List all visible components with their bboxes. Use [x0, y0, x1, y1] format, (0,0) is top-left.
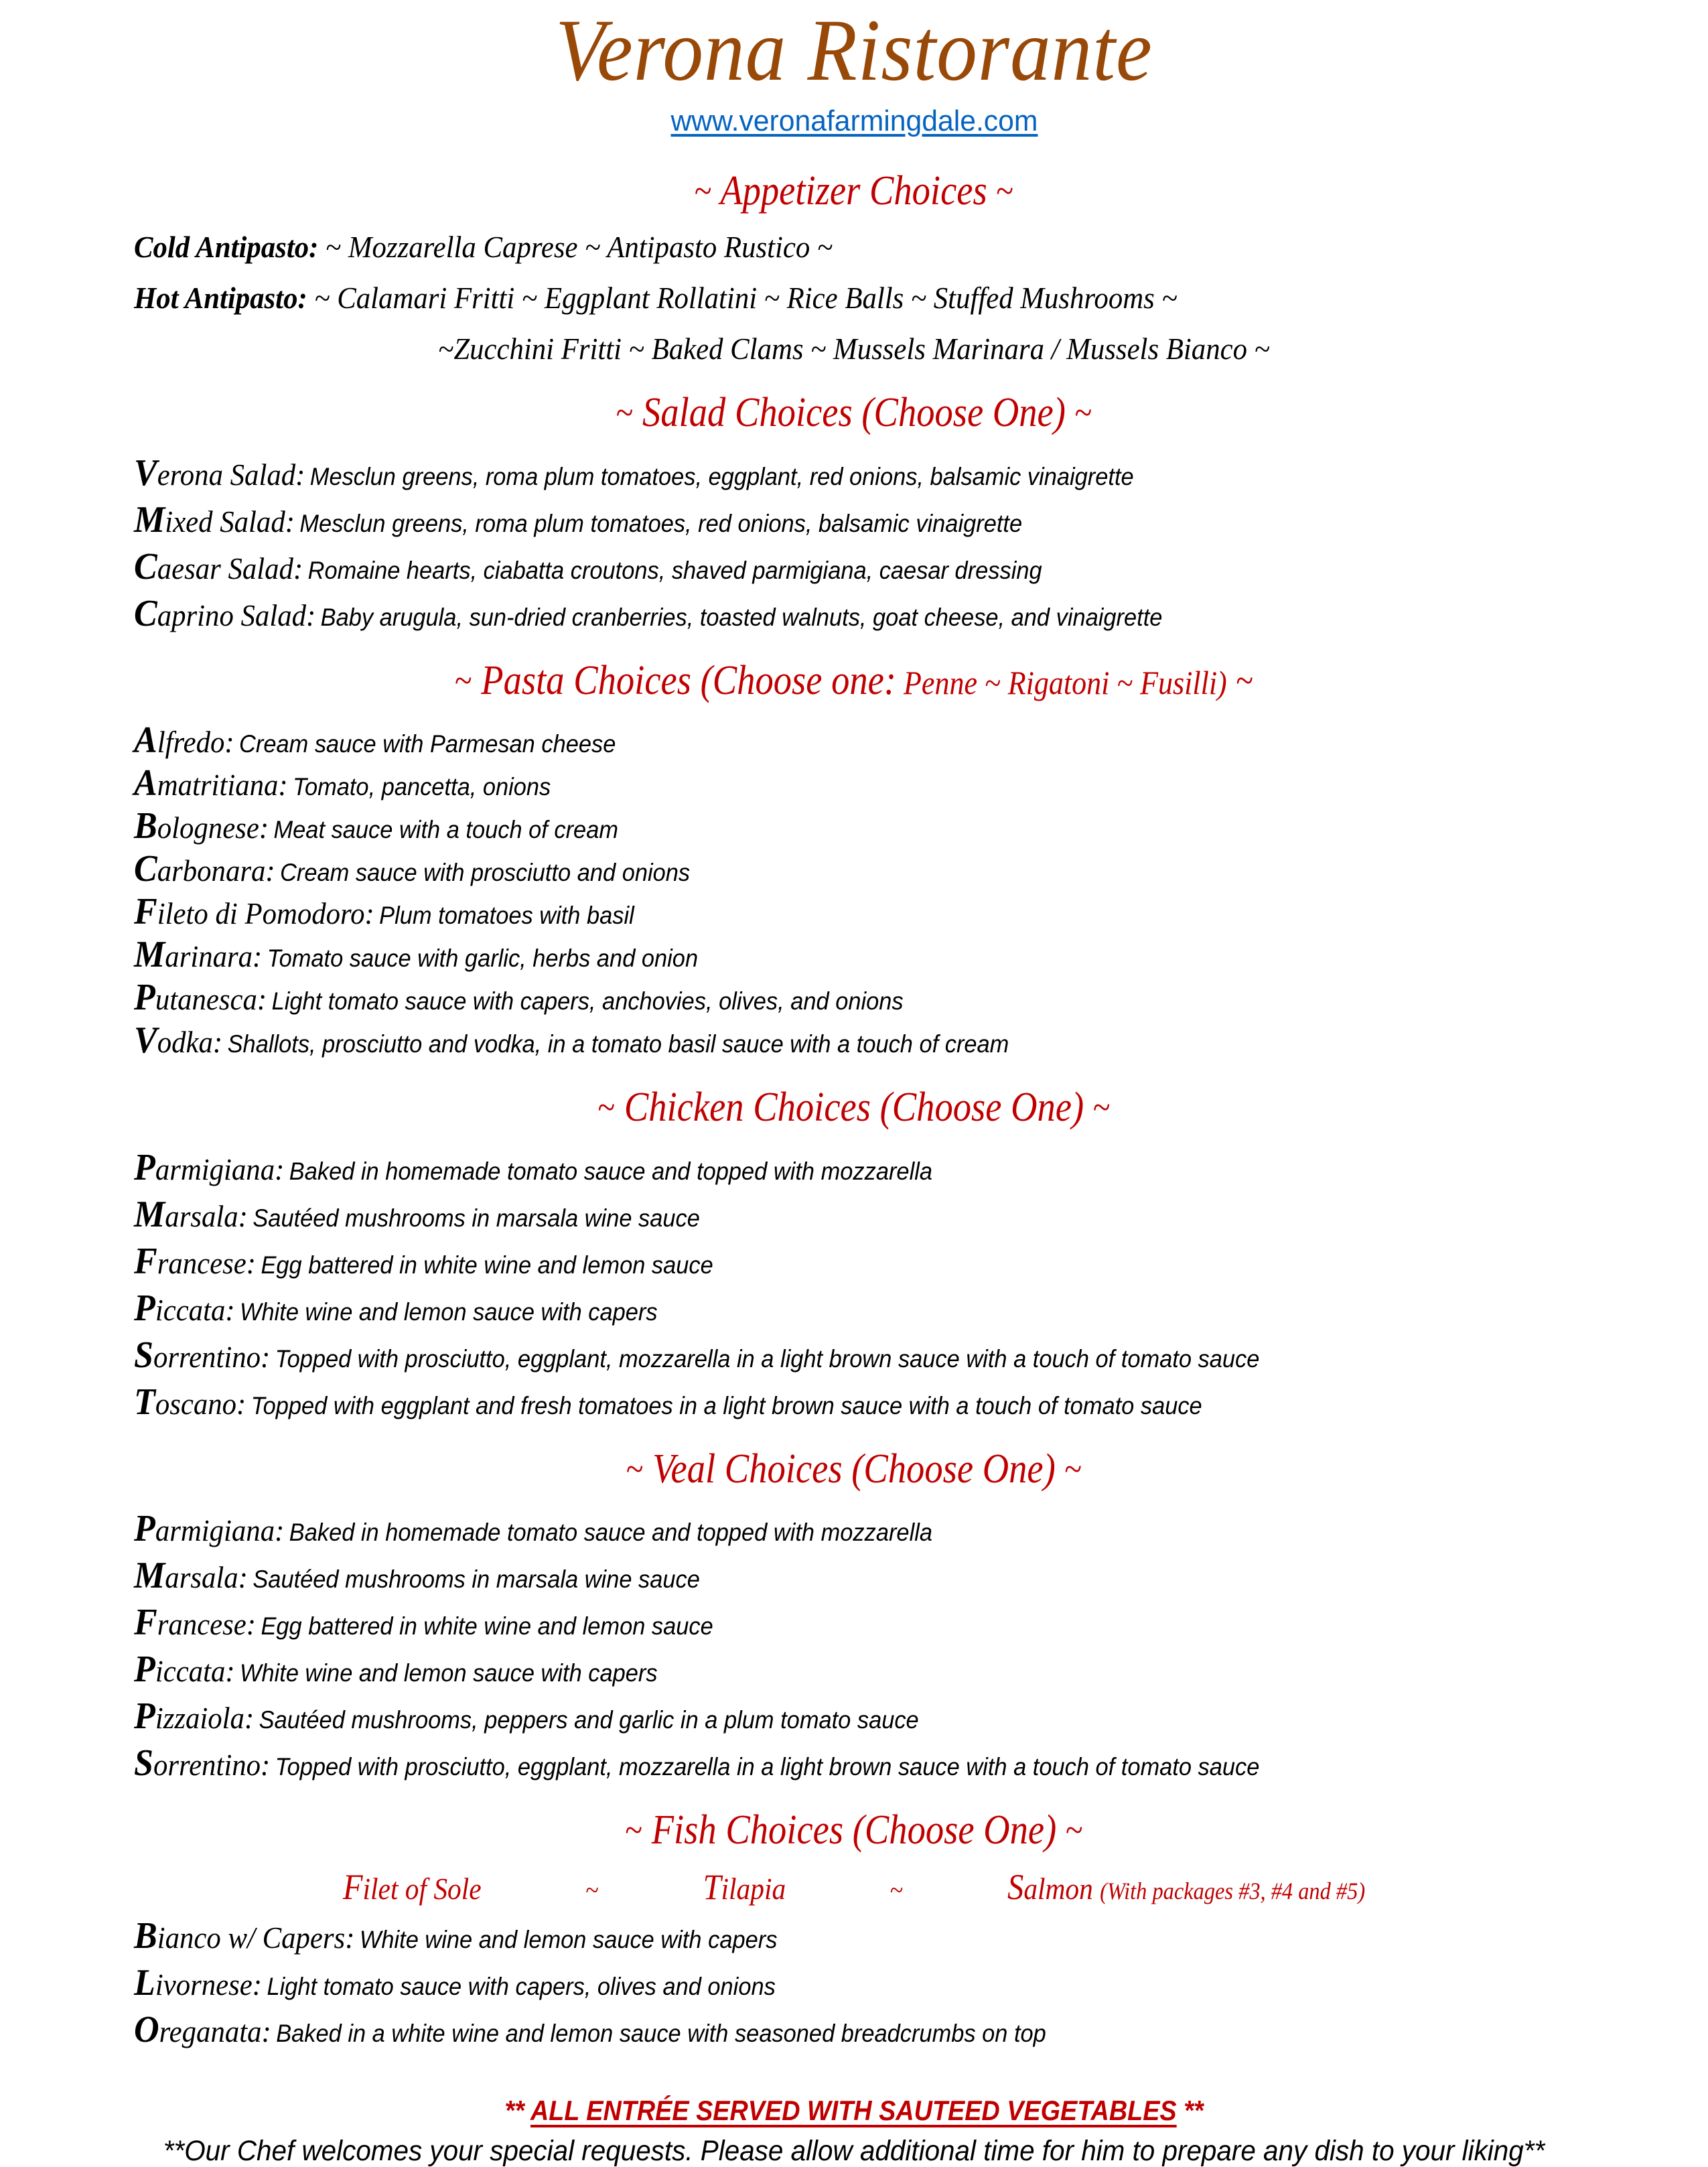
dish-initial: P [134, 1508, 155, 1550]
cold-antipasto-items: ~ Mozzarella Caprese ~ Antipasto Rustico ~ [318, 230, 833, 265]
section-header-pasta [102, 658, 1606, 704]
fish-type-sole [342, 1866, 482, 1907]
dish-initial: V [134, 451, 157, 494]
section-title-salad: Salad Choices (Choose One) [642, 390, 1066, 436]
dish-name [134, 848, 275, 890]
section-header-veal [102, 1446, 1606, 1492]
dish-name [134, 1334, 271, 1376]
fish-salmon-initial: S [1007, 1866, 1024, 1907]
dish-name [134, 592, 316, 634]
dish-name [134, 1695, 255, 1738]
list-item [134, 1742, 1523, 1785]
dish-description: White wine and lemon sauce with capers [240, 1659, 658, 1687]
hot-antipasto-items: ~ Calamari Fritti ~ Eggplant Rollatini ~ Rice Balls ~ Stuffed Mushrooms ~ [307, 281, 1178, 316]
dish-name [134, 1555, 248, 1597]
dish-initial: T [134, 1381, 155, 1423]
dish-name [134, 1508, 285, 1550]
section-title-chicken: Chicken Choices (Choose One) [624, 1085, 1084, 1131]
dish-name-rest: armigiana: [155, 1513, 285, 1548]
list-item [134, 977, 1523, 1019]
antipasto-row-cold [134, 232, 1523, 263]
dish-initial: F [134, 1240, 157, 1282]
dish-description: Tomato sauce with garlic, herbs and onion [267, 945, 699, 973]
hot-antipasto-label: Hot Antipasto: [134, 281, 307, 316]
list-item [134, 2008, 1523, 2050]
list-item [134, 1695, 1523, 1738]
dish-description: Topped with prosciutto, eggplant, mozzarella in a light brown sauce with a touch of tomato sauce [275, 1753, 1260, 1781]
dish-name [134, 1961, 262, 2004]
list-item [134, 1240, 1523, 1282]
dish-name [134, 891, 374, 933]
list-item [134, 1602, 1523, 1644]
footer-vegetables-note [86, 2095, 1623, 2126]
dish-description: Topped with eggplant and fresh tomatoes in a light brown sauce with a touch of tomato sauce [251, 1391, 1202, 1419]
list-item [134, 498, 1523, 541]
dish-name [134, 1649, 235, 1691]
fish-salmon-note: (With packages #3, #4 and #5) [1100, 1877, 1366, 1904]
dish-description: Sautéed mushrooms, peppers and garlic in a plum tomato sauce [259, 1706, 919, 1734]
dish-initial: F [134, 1602, 157, 1644]
tilde-right-chicken: ~ [1092, 1087, 1111, 1128]
dish-initial: A [134, 719, 157, 762]
dish-name-rest: erona Salad: [157, 457, 305, 492]
dish-name-rest: ixed Salad: [165, 504, 295, 539]
list-item [134, 1914, 1523, 1957]
dish-name-rest: matritiana: [157, 768, 288, 802]
dish-name [134, 498, 295, 541]
dish-name-rest: ivornese: [155, 1967, 262, 2002]
dish-description: Shallots, prosciutto and vodka, in a tomato basil sauce with a touch of cream [227, 1030, 1009, 1058]
dish-description: Baked in a white wine and lemon sauce with seasoned breadcrumbs on top [276, 2019, 1046, 2047]
dish-name [134, 545, 303, 587]
tilde-right-fish: ~ [1065, 1810, 1083, 1851]
dish-description: Meat sauce with a touch of cream [273, 816, 619, 844]
dish-description: Baby arugula, sun-dried cranberries, toasted walnuts, goat cheese, and vinaigrette [320, 603, 1163, 631]
section-header-salad [102, 390, 1606, 436]
tilde-left-appetizer: ~ [694, 170, 712, 211]
dish-description: Tomato, pancetta, onions [293, 773, 551, 801]
dish-initial: M [134, 1555, 165, 1597]
dish-name-rest: armigiana: [155, 1151, 285, 1186]
fish-separator-2: ~ [889, 1874, 904, 1905]
dish-name [134, 977, 267, 1019]
fish-types-row [86, 1866, 1623, 1907]
antipasto-row-hot [134, 281, 1523, 316]
dish-initial: P [134, 1287, 155, 1329]
dish-name [134, 934, 263, 976]
dish-name-rest: ianco w/ Capers: [157, 1920, 355, 1955]
dish-description: Light tomato sauce with capers, anchovies, olives, and onions [271, 987, 904, 1016]
section-title-pasta: Pasta Choices (Choose one: [481, 657, 897, 703]
dish-description: Sautéed mushrooms in marsala wine sauce [253, 1565, 700, 1594]
tilde-left-fish: ~ [625, 1810, 643, 1851]
dish-name [134, 719, 234, 762]
dish-name-rest: arbonara: [157, 853, 275, 888]
dish-initial: P [134, 1146, 155, 1188]
dish-name-rest: odka: [157, 1025, 223, 1060]
dish-name-rest: rancese: [157, 1607, 257, 1642]
fish-sole-rest: ilet of Sole [362, 1871, 482, 1906]
list-item [134, 1193, 1523, 1235]
footer-asterisk-suffix: ** [1176, 2094, 1204, 2126]
dish-name-rest: arsala: [165, 1198, 248, 1233]
dish-name [134, 1193, 248, 1235]
chicken-body [0, 1146, 1708, 1423]
dish-name-rest: arinara: [165, 939, 263, 974]
dish-name-rest: utanesca: [155, 982, 267, 1017]
dish-name [134, 1602, 257, 1644]
dish-initial: C [134, 848, 157, 890]
dish-initial: L [134, 1961, 155, 2004]
section-header-fish [102, 1807, 1606, 1854]
dish-initial: M [134, 498, 165, 541]
dish-name-rest: olognese: [157, 811, 269, 845]
dish-description: Plum tomatoes with basil [379, 902, 634, 930]
list-item [134, 1961, 1523, 2004]
dish-name [134, 1381, 246, 1423]
list-item [134, 592, 1523, 634]
dish-name-rest: iccata: [155, 1654, 235, 1689]
dish-initial: V [134, 1020, 157, 1062]
list-item [134, 1508, 1523, 1550]
dish-description: Baked in homemade tomato sauce and topped with mozzarella [289, 1519, 932, 1547]
tilde-left-veal: ~ [626, 1448, 644, 1489]
antipasto-row-extra: ~Zucchini Fritti ~ Baked Clams ~ Mussels Marinara / Mussels Bianco ~ [438, 332, 1270, 366]
dish-name-rest: aprino Salad: [157, 598, 316, 632]
fish-salmon-rest: almon [1023, 1871, 1093, 1906]
tilde-right-pasta: ~ [1236, 660, 1254, 701]
dish-initial: O [134, 2008, 159, 2050]
dish-initial: C [134, 545, 157, 587]
dish-description: Egg battered in white wine and lemon sauce [261, 1251, 713, 1279]
dish-initial: B [134, 805, 157, 847]
section-title-pasta-options: Penne ~ Rigatoni ~ Fusilli) [896, 663, 1227, 701]
list-item [134, 891, 1523, 933]
dish-initial: M [134, 1193, 165, 1235]
dish-description: Baked in homemade tomato sauce and topped with mozzarella [289, 1157, 932, 1185]
list-item [134, 762, 1523, 805]
tilde-right-appetizer: ~ [996, 170, 1014, 211]
list-item [134, 1146, 1523, 1188]
cold-antipasto-label: Cold Antipasto: [134, 230, 319, 265]
footer-asterisk-prefix: ** [504, 2094, 530, 2126]
section-title-appetizer: Appetizer Choices [720, 167, 987, 214]
dish-name-rest: orrentino: [153, 1748, 271, 1782]
tilde-left-salad: ~ [616, 393, 634, 433]
tilde-right-salad: ~ [1074, 393, 1092, 433]
fish-tilapia-initial: T [703, 1866, 721, 1907]
dish-name-rest: orrentino: [153, 1339, 271, 1374]
list-item [134, 1649, 1523, 1691]
list-item [134, 1336, 1523, 1374]
dish-name-rest: reganata: [159, 2014, 271, 2048]
list-item [134, 451, 1523, 494]
dish-name [134, 762, 288, 805]
fish-sole-initial: F [342, 1866, 363, 1907]
masthead [0, 0, 1708, 137]
list-item [134, 1383, 1523, 1421]
dish-description: Topped with prosciutto, eggplant, mozzarella in a light brown sauce with a touch of tomato sauce [275, 1344, 1260, 1373]
dish-initial: P [134, 977, 155, 1019]
dish-initial: P [134, 1695, 155, 1738]
dish-description: Mesclun greens, roma plum tomatoes, red onions, balsamic vinaigrette [299, 509, 1023, 537]
dish-initial: P [134, 1649, 155, 1691]
list-item [134, 545, 1523, 587]
tilde-left-chicken: ~ [597, 1087, 616, 1128]
dish-initial: S [134, 1334, 153, 1376]
dish-initial: M [134, 934, 165, 976]
dish-name [134, 451, 305, 494]
dish-name [134, 1287, 235, 1329]
dish-name [134, 1914, 355, 1957]
dish-name [134, 805, 269, 847]
dish-name-rest: ileto di Pomodoro: [157, 896, 374, 931]
section-title-veal: Veal Choices (Choose One) [652, 1446, 1056, 1492]
dish-description: Cream sauce with Parmesan cheese [239, 730, 616, 758]
list-item [134, 1289, 1523, 1327]
dish-name-rest: izzaiola: [155, 1701, 255, 1736]
dish-name [134, 1742, 271, 1785]
website-link[interactable]: www.veronafarmingdale.com [670, 104, 1038, 137]
dish-name-rest: aesar Salad: [157, 551, 303, 585]
list-item [134, 1555, 1523, 1597]
veal-body [0, 1508, 1708, 1785]
fish-body [0, 1914, 1708, 2050]
dish-description: Cream sauce with prosciutto and onions [280, 859, 691, 887]
pasta-body [0, 719, 1708, 1062]
fish-type-tilapia [703, 1866, 786, 1907]
dish-description: White wine and lemon sauce with capers [359, 1925, 778, 1953]
dish-name [134, 1146, 285, 1188]
dish-initial: F [134, 891, 157, 933]
fish-type-salmon [1007, 1866, 1093, 1907]
dish-name [134, 1240, 257, 1282]
dish-description: Egg battered in white wine and lemon sauce [261, 1612, 713, 1640]
tilde-left-pasta: ~ [454, 660, 472, 701]
dish-description: Sautéed mushrooms in marsala wine sauce [253, 1204, 700, 1232]
salad-body [0, 451, 1708, 634]
list-item [134, 1020, 1523, 1062]
dish-description: Mesclun greens, roma plum tomatoes, eggplant, red onions, balsamic vinaigrette [309, 462, 1134, 490]
list-item [134, 807, 1523, 845]
dish-name [134, 2008, 271, 2050]
dish-name-rest: arsala: [165, 1560, 248, 1595]
dish-description: Romaine hearts, ciabatta croutons, shaved parmigiana, caesar dressing [307, 556, 1042, 584]
dish-name-rest: rancese: [157, 1245, 257, 1280]
dish-description: White wine and lemon sauce with capers [240, 1298, 658, 1326]
restaurant-title: Verona Ristorante [555, 1, 1153, 99]
list-item [134, 934, 1523, 976]
dish-name [134, 1020, 223, 1062]
footer-vegetables-text: ALL ENTRÉE SERVED WITH SAUTEED VEGETABLES [530, 2094, 1177, 2126]
fish-separator-1: ~ [585, 1874, 599, 1905]
section-title-fish: Fish Choices (Choose One) [651, 1807, 1057, 1854]
tilde-right-veal: ~ [1064, 1448, 1082, 1489]
fish-tilapia-rest: ilapia [721, 1871, 786, 1906]
section-header-chicken [102, 1085, 1606, 1131]
list-item [134, 719, 1523, 762]
dish-name-rest: oscano: [155, 1386, 246, 1421]
dish-initial: B [134, 1914, 157, 1957]
dish-initial: S [134, 1742, 153, 1785]
appetizer-body [0, 230, 1708, 316]
dish-name-rest: iccata: [155, 1292, 235, 1327]
footer-chef-note: **Our Chef welcomes your special requests. Please allow additional time for him to prepare any dish to your liking** [163, 2134, 1545, 2167]
section-header-appetizer [102, 168, 1606, 214]
list-item [134, 850, 1523, 888]
dish-initial: A [134, 762, 157, 805]
dish-initial: C [134, 592, 157, 634]
dish-description: Light tomato sauce with capers, olives and onions [267, 1972, 776, 2000]
dish-name-rest: lfredo: [157, 725, 234, 760]
